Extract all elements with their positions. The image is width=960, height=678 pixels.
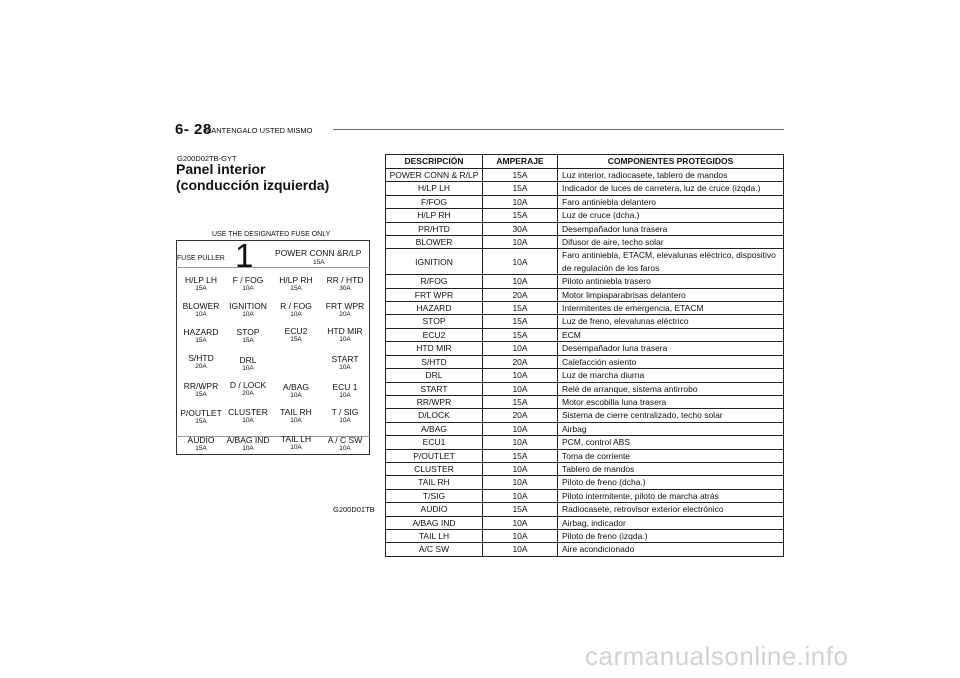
fuse-amperage-cell: 15A bbox=[483, 503, 558, 516]
power-conn-fuse-amp: 15A bbox=[313, 259, 325, 266]
fuse-amperage-cell: 10A bbox=[483, 195, 558, 208]
protected-components-cell: Motor limpiaparabrisas delantero bbox=[558, 288, 784, 301]
table-row bbox=[386, 395, 784, 408]
fuse-description-cell: START bbox=[386, 382, 483, 395]
fuse-description-cell: ECU2 bbox=[386, 328, 483, 341]
page-heading bbox=[176, 161, 329, 193]
table-row bbox=[386, 236, 784, 249]
watermark: carmanualsonline.info bbox=[585, 641, 849, 671]
table-row bbox=[386, 302, 784, 315]
fuse-table bbox=[385, 154, 784, 557]
fuse-description-cell: AUDIO bbox=[386, 503, 483, 516]
fuse-amperage-cell: 15A bbox=[483, 395, 558, 408]
fuse-label: A/BAG 10A bbox=[283, 382, 309, 399]
protected-components-cell: Piloto de freno (izqda.) bbox=[558, 529, 784, 542]
table-row bbox=[386, 275, 784, 288]
fuse-label: RR/WPR 15A bbox=[183, 381, 219, 398]
protected-components-cell: Desempañador luna trasera bbox=[558, 342, 784, 355]
table-row bbox=[386, 382, 784, 395]
header-rule bbox=[333, 129, 784, 130]
fuse-amperage-cell: 15A bbox=[483, 315, 558, 328]
fuse-label: HAZARD 15A bbox=[183, 327, 219, 344]
fuse-description-cell: BLOWER bbox=[386, 236, 483, 249]
fuse-table-body bbox=[386, 169, 784, 557]
protected-components-cell: PCM, control ABS bbox=[558, 436, 784, 449]
fuse-amperage-cell: 10A bbox=[483, 236, 558, 249]
fuse-label: AUDIO 15A bbox=[187, 435, 215, 452]
fuse-box-note: USE THE DESIGNATED FUSE ONLY bbox=[212, 231, 331, 238]
fuse-label: A / C SW 10A bbox=[327, 435, 363, 452]
fuse-label: CLUSTER 10A bbox=[228, 407, 268, 424]
fuse-label: STOP 15A bbox=[236, 327, 260, 344]
fuse-amperage-cell: 10A bbox=[483, 462, 558, 475]
protected-components-cell: Luz interior, radiocasete, tablero de mandos bbox=[558, 169, 784, 182]
fuse-description-cell: FRT WPR bbox=[386, 288, 483, 301]
fuse-description-cell: TAIL LH bbox=[386, 529, 483, 542]
fuse-amperage-cell: 20A bbox=[483, 409, 558, 422]
protected-components-cell: ECM bbox=[558, 328, 784, 341]
fuse-amperage-cell: 10A bbox=[483, 342, 558, 355]
protected-components-cell: Luz de cruce (dcha.) bbox=[558, 209, 784, 222]
section-title: MANTENGALO USTED MISMO bbox=[205, 126, 313, 135]
table-row bbox=[386, 449, 784, 462]
fuse-description-cell: H/LP RH bbox=[386, 209, 483, 222]
fuse-description-cell: DRL bbox=[386, 369, 483, 382]
protected-components-cell: Luz de freno, elevalunas eléctrico bbox=[558, 315, 784, 328]
table-row bbox=[386, 543, 784, 556]
fuse-amperage-cell: 15A bbox=[483, 169, 558, 182]
table-row bbox=[386, 422, 784, 435]
protected-components-cell: Piloto antiniebla trasero bbox=[558, 275, 784, 288]
protected-components-cell: Relé de arranque, sistema antirrobo bbox=[558, 382, 784, 395]
fuse-amperage-cell: 15A bbox=[483, 449, 558, 462]
protected-components-cell: Aire acondicionado bbox=[558, 543, 784, 556]
protected-components-cell: Radiocasete, retrovisor exterior electrónico bbox=[558, 503, 784, 516]
fuse-description-cell: P/OUTLET bbox=[386, 449, 483, 462]
protected-components-cell: Piloto de freno (dcha.) bbox=[558, 476, 784, 489]
table-row bbox=[386, 476, 784, 489]
protected-components-cell: Motor escobilla luna trasera bbox=[558, 395, 784, 408]
fuse-label: R / FOG 10A bbox=[280, 301, 312, 318]
fuse-amperage-cell: 15A bbox=[483, 182, 558, 195]
fuse-description-cell: HTD MIR bbox=[386, 342, 483, 355]
fuse-amperage-cell: 15A bbox=[483, 209, 558, 222]
fuse-label: S/HTD 20A bbox=[188, 353, 214, 370]
fuse-amperage-cell: 20A bbox=[483, 288, 558, 301]
page-number: 6- 28 bbox=[175, 121, 212, 138]
fuse-label: F / FOG 10A bbox=[232, 275, 264, 292]
fuse-amperage-cell: 10A bbox=[483, 516, 558, 529]
column-header: DESCRIPCIÓN bbox=[386, 155, 483, 169]
table-row bbox=[386, 529, 784, 542]
fuse-amperage-cell: 10A bbox=[483, 275, 558, 288]
protected-components-cell: Toma de corriente bbox=[558, 449, 784, 462]
document-code: G200D02TB-GYT bbox=[177, 154, 237, 163]
fuse-description-cell: IGNITION bbox=[386, 249, 483, 275]
fuse-label: ECU 1 10A bbox=[332, 382, 358, 399]
fuse-label: ECU2 15A bbox=[284, 326, 308, 343]
fuse-description-cell: ECU1 bbox=[386, 436, 483, 449]
fuse-description-cell: T/SIG bbox=[386, 489, 483, 502]
table-row bbox=[386, 195, 784, 208]
fuse-label: A/BAG IND 10A bbox=[226, 435, 270, 452]
fuse-description-cell: A/BAG bbox=[386, 422, 483, 435]
table-row bbox=[386, 503, 784, 516]
fuse-description-cell: RR/WPR bbox=[386, 395, 483, 408]
fuse-description-cell: STOP bbox=[386, 315, 483, 328]
table-row bbox=[386, 315, 784, 328]
fuse-amperage-cell: 20A bbox=[483, 355, 558, 368]
table-header-row bbox=[386, 155, 784, 169]
protected-components-cell: Faro antiniebla delantero bbox=[558, 195, 784, 208]
fuse-amperage-cell: 10A bbox=[483, 249, 558, 275]
fuse-label: P/OUTLET 15A bbox=[180, 408, 222, 425]
fuse-amperage-cell: 10A bbox=[483, 489, 558, 502]
fuse-description-cell: CLUSTER bbox=[386, 462, 483, 475]
fuse-label: START 10A bbox=[331, 354, 359, 371]
fuse-description-cell: F/FOG bbox=[386, 195, 483, 208]
table-row bbox=[386, 209, 784, 222]
protected-components-cell: Luz de marcha diurna bbox=[558, 369, 784, 382]
fuse-label: H/LP LH 15A bbox=[185, 275, 217, 292]
table-row bbox=[386, 436, 784, 449]
table-row bbox=[386, 462, 784, 475]
power-conn-fuse-name: POWER CONN &R/LP bbox=[275, 248, 362, 258]
fuse-box-separator bbox=[176, 267, 370, 268]
fuse-label: BLOWER 10A bbox=[182, 301, 220, 318]
table-row bbox=[386, 355, 784, 368]
table-row bbox=[386, 249, 784, 275]
fuse-label: IGNITION 10A bbox=[229, 301, 267, 318]
fuse-description-cell: A/BAG IND bbox=[386, 516, 483, 529]
protected-components-cell: Calefacción asiento bbox=[558, 355, 784, 368]
protected-components-cell: Intermitentes de emergencia, ETACM bbox=[558, 302, 784, 315]
fuse-description-cell: A/C SW bbox=[386, 543, 483, 556]
heading-line-1: Panel interior bbox=[176, 161, 266, 177]
fuse-amperage-cell: 15A bbox=[483, 302, 558, 315]
protected-components-cell: Difusor de aire, techo solar bbox=[558, 236, 784, 249]
fuse-amperage-cell: 10A bbox=[483, 382, 558, 395]
fuse-label: FRT WPR 20A bbox=[325, 301, 365, 318]
fuse-label: D / LOCK 20A bbox=[229, 380, 267, 397]
protected-components-cell: Desempañador luna trasera bbox=[558, 222, 784, 235]
table-row bbox=[386, 222, 784, 235]
fuse-description-cell: R/FOG bbox=[386, 275, 483, 288]
protected-components-cell: Indicador de luces de carretera, luz de cruce (izqda.) bbox=[558, 182, 784, 195]
table-row bbox=[386, 288, 784, 301]
table-row bbox=[386, 169, 784, 182]
table-row bbox=[386, 516, 784, 529]
fuse-amperage-cell: 15A bbox=[483, 328, 558, 341]
fuse-puller-label: FUSE PULLER bbox=[177, 255, 225, 262]
fuse-description-cell: POWER CONN & R/LP bbox=[386, 169, 483, 182]
protected-components-cell: Airbag, indicador bbox=[558, 516, 784, 529]
protected-components-cell: Piloto intermitente, piloto de marcha atrás bbox=[558, 489, 784, 502]
fuse-description-cell: HAZARD bbox=[386, 302, 483, 315]
fuse-amperage-cell: 10A bbox=[483, 422, 558, 435]
heading-line-2: (conducción izquierda) bbox=[176, 177, 330, 193]
fuse-description-cell: S/HTD bbox=[386, 355, 483, 368]
protected-components-cell: Tablero de mandos bbox=[558, 462, 784, 475]
table-row bbox=[386, 182, 784, 195]
fuse-amperage-cell: 30A bbox=[483, 222, 558, 235]
fuse-amperage-cell: 10A bbox=[483, 436, 558, 449]
column-header: COMPONENTES PROTEGIDOS bbox=[558, 155, 784, 169]
figure-code: G200D01TB bbox=[333, 505, 375, 514]
column-header: AMPERAJE bbox=[483, 155, 558, 169]
fuse-description-cell: H/LP LH bbox=[386, 182, 483, 195]
fuse-description-cell: PR/HTD bbox=[386, 222, 483, 235]
fuse-amperage-cell: 10A bbox=[483, 369, 558, 382]
fuse-description-cell: D/LOCK bbox=[386, 409, 483, 422]
fuse-label: H/LP RH 15A bbox=[279, 275, 313, 292]
fuse-description-cell: TAIL RH bbox=[386, 476, 483, 489]
fuse-label: RR / HTD 30A bbox=[326, 275, 364, 292]
fuse-amperage-cell: 10A bbox=[483, 529, 558, 542]
fuse-amperage-cell: 10A bbox=[483, 543, 558, 556]
fuse-label: HTD MIR 10A bbox=[327, 326, 363, 343]
protected-components-cell: Sistema de cierre centralizado, techo solar bbox=[558, 409, 784, 422]
fuse-box-number: 1 bbox=[235, 237, 254, 274]
fuse-amperage-cell: 10A bbox=[483, 476, 558, 489]
table-row bbox=[386, 409, 784, 422]
protected-components-cell: Faro antiniebla, ETACM, elevalunas eléctrico, dispositivo de regulación de los faros bbox=[558, 249, 784, 275]
fuse-label: T / SIG 10A bbox=[331, 407, 359, 424]
protected-components-cell: Airbag bbox=[558, 422, 784, 435]
fuse-label: DRL 10A bbox=[239, 355, 257, 372]
fuse-label: TAIL RH 10A bbox=[280, 407, 312, 424]
table-row bbox=[386, 369, 784, 382]
table-row bbox=[386, 342, 784, 355]
table-row bbox=[386, 328, 784, 341]
fuse-label: TAIL LH 10A bbox=[280, 434, 312, 451]
table-row bbox=[386, 489, 784, 502]
